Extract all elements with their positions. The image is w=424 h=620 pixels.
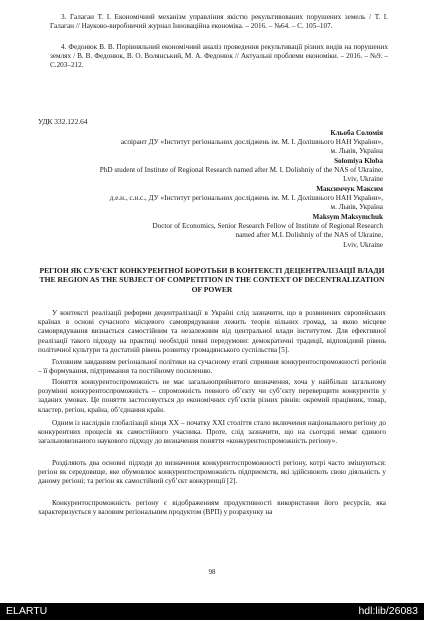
author-affiliation: Doctor of Economics, Senior Research Fellow of Institute of Regional Research (152, 222, 383, 231)
footer-handle: hdl:lib/26083 (358, 605, 418, 617)
udc-code: УДК 332.122.64 (38, 117, 88, 126)
author-block-3 (23, 185, 383, 213)
author-location: м. Львів, Україна (330, 203, 383, 212)
author-block-1 (23, 129, 383, 157)
title-ukrainian: РЕГІОН ЯК СУБ’ЄКТ КОНКУРЕНТНОЇ БОРОТЬБИ В КОНТЕКСТІ ДЕЦЕНТРАЛІЗАЦІЇ ВЛАДИ (39, 266, 385, 275)
author-name: Кльоба Соломія (330, 129, 383, 137)
reference-3: 3. Галаган Т. І. Економічний механізм управління якістю рекультивованих порушених земель / Т. І. Галаган // Науково-виробничий журнал Інноваційна економіка. – 2016. – №64. – С. 105–107. (50, 13, 388, 31)
author-name: Maksym Maksymchuk (312, 213, 383, 221)
author-block-2 (23, 157, 383, 185)
footer-bar (0, 603, 424, 620)
article-title (38, 266, 386, 294)
author-block-4 (23, 213, 383, 250)
body-paragraph-3: Поняття конкурентоспроможність не має загальноприйнятого визначення, хоча у найбільш загальному розумінні конкурентоспроможність – спроможність певного об’єкту чи суб’єкту переверщити конкурентів у заданих умовах. Це поняття застосовується до економічних суб’єктів різних рівнів: окремий працівник, товар, кластер, регіон, країна, об’єднання країн. (38, 378, 386, 414)
footer-repository-name: ELARTU (6, 605, 48, 617)
body-paragraph-5: Розділяють два основні підходи до визначення конкурентоспроможності регіону, котрі часто змішуються: регіон як середовище, яке обумовлює конкурентоспроможність підприємств, які здійснюють свою діяльність у даному регіоні; та регіон як самостійний суб’єкт конкуренції [2]. (38, 459, 386, 486)
body-paragraph-1: У контексті реалізації реформи децентралізації в Україні слід зазначити, що в розвинених європейських країнах в основі сучасного місцевого самоврядування лежить теорія вільних громад, за якою місцеве самоврядування визнається самостійним та незалежним від центральної влади інститутом. Для ефективної реалізації такого підходу на практиці необхідні певні передумови: демократичні традиції, відповідний рівень політичної культури та достатній рівень розвитку громадянського суспільства [5]. (38, 309, 386, 354)
body-paragraph-4: Одним із наслідків глобалізації кінця ХХ – початку ХХІ століття стало включення національного регіону до конкурентних процесів як самостійного учасника. Проте, слід зазначити, що на сьогодні немає єдиного загальновизнаного наукового підходу до визначення поняття «конкурентоспроможність регіону». (38, 419, 386, 446)
page-number: 98 (208, 568, 216, 576)
reference-4: 4. Федонюк В. В. Порівняльний економічний аналіз проведення рекультивації різних видів на порушених землях / В. В. Федонюк, В. О. Волянський, М. А. Федонюк // Актуальні проблеми економіки. – 2016. – №9. – С.203–212. (50, 43, 388, 70)
author-affiliation: д.е.н., с.н.с., ДУ «Інститут регіональних досліджень ім. М. І. Долішнього НАН України», (109, 194, 383, 203)
author-affiliation: PhD student of Institute of Regional Research named after M. I. Dolishniy of the NAS of Ukraine, (99, 166, 383, 175)
author-affiliation: аспірант ДУ «Інститут регіональних досліджень ім. М. І. Долішнього НАН України», (120, 138, 383, 147)
author-location: Lviv, Ukraine (343, 175, 383, 184)
author-location: Lviv, Ukraine (343, 240, 383, 249)
author-affiliation-cont: named after M.I. Dolishniy of the NAS of Ukraine, (235, 231, 383, 240)
body-paragraph-6: Конкурентоспроможність регіону є відображенням продуктивності використання його ресурсів, яка характеризується у валовим регіональним продуктом (ВРП) у розрахунку на (38, 499, 386, 517)
title-english: THE REGION AS THE SUBJECT OF COMPETITION IN THE CONTEXT OF DECENTRALIZATION OF POWER (39, 275, 385, 294)
author-location: м. Львів, Україна (330, 147, 383, 156)
body-paragraph-2: Головним завданням регіональної політики на сучасному етапі сприяння конкурентоспроможності регіонів – її формування, підтримання та постійному посиленню. (38, 358, 386, 376)
author-name: Solomiya Kloba (334, 157, 383, 165)
author-name: Максимчук Максим (316, 185, 383, 193)
